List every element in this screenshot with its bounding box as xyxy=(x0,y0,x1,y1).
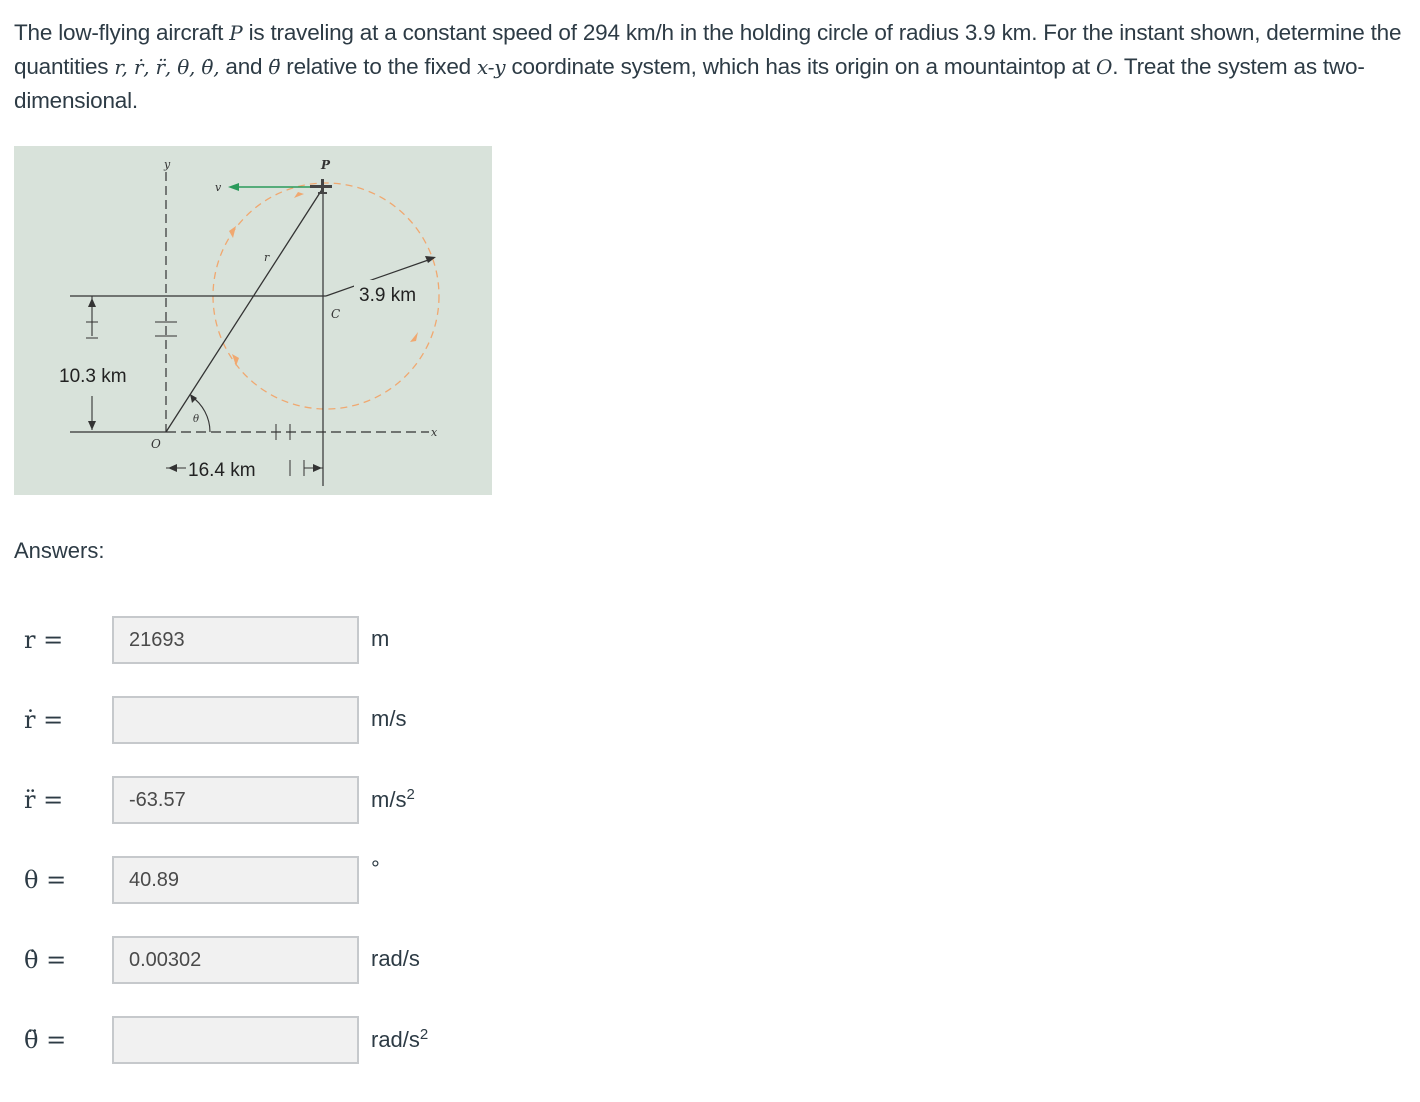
aircraft-icon xyxy=(310,179,332,194)
width-arrowhead-icon xyxy=(313,464,322,472)
answer-row-r-ddot xyxy=(0,776,700,826)
answer-unit: m/s xyxy=(371,706,407,731)
answer-input-r-ddot[interactable] xyxy=(112,776,359,824)
label-v: v xyxy=(215,181,222,194)
label-theta: θ xyxy=(193,414,200,425)
answer-unit: ° xyxy=(371,856,380,881)
xy-symbol: x-y xyxy=(477,55,506,79)
velocity-arrowhead-icon xyxy=(228,183,239,191)
circle-arrow-icon xyxy=(410,332,418,342)
theta-ddot-symbol: θ̈ xyxy=(268,55,281,79)
position-vector-r xyxy=(166,188,323,432)
answer-unit: rad/s xyxy=(371,946,420,971)
problem-statement: The low-flying aircraft P is traveling at a constant speed of 294 km/h in the holding circle of radius 3.9 km. For the instant shown, determine the quantities r, ṙ, r̈, θ, θ̇, and θ̈ relative to the fixed x-y coordinate system, which has its origin on a mountaintop at O. Treat the system as two-dimensional. xyxy=(14,20,1402,113)
height-arrowhead-icon xyxy=(88,298,96,307)
label-r: r xyxy=(264,251,270,264)
answer-symbol: r̈ = xyxy=(24,786,64,814)
width-label: 16.4 km xyxy=(188,460,256,481)
figure-diagram xyxy=(14,146,492,495)
circle-arrow-icon xyxy=(294,192,304,198)
answer-input-theta[interactable] xyxy=(112,856,359,904)
answer-input-theta-ddot[interactable] xyxy=(112,1016,359,1064)
label-O: O xyxy=(151,437,161,451)
label-C: C xyxy=(331,307,341,321)
label-x: x xyxy=(431,426,438,439)
answer-unit: $m/s^2$ xyxy=(371,786,415,812)
answer-unit: rad/$s^2$ xyxy=(371,1026,429,1052)
answer-row-theta-dot xyxy=(0,936,700,986)
answer-symbol: ṙ = xyxy=(24,706,64,734)
problem-figure xyxy=(14,146,492,495)
answer-symbol: θ̇ = xyxy=(24,946,67,974)
answer-input-r[interactable] xyxy=(112,616,359,664)
answer-symbol: r = xyxy=(24,626,64,654)
answer-row-theta xyxy=(0,856,700,906)
origin-symbol: O xyxy=(1096,55,1113,79)
answer-input-theta-dot[interactable] xyxy=(112,936,359,984)
answer-symbol: θ̈ = xyxy=(24,1026,67,1054)
height-label: 10.3 km xyxy=(59,366,127,387)
height-arrowhead-icon xyxy=(88,421,96,430)
circle-arrow-icon xyxy=(229,226,236,238)
answer-input-r-dot[interactable] xyxy=(112,696,359,744)
quantities-symbols: r, ṙ, r̈, θ, θ̇, xyxy=(114,55,220,79)
answers-heading: Answers: xyxy=(14,538,105,563)
label-y: y xyxy=(164,158,171,171)
answer-row-r xyxy=(0,616,700,666)
theta-arrowhead-icon xyxy=(190,394,197,403)
radius-label: 3.9 km xyxy=(359,285,417,306)
width-arrowhead-icon xyxy=(168,464,177,472)
circle-arrow-icon xyxy=(232,354,239,366)
answer-row-theta-ddot xyxy=(0,1016,700,1066)
answer-unit: m xyxy=(371,626,390,651)
answer-row-r-dot xyxy=(0,696,700,746)
label-P: P xyxy=(321,158,331,172)
answer-symbol: θ = xyxy=(24,866,67,894)
aircraft-symbol: P xyxy=(229,21,243,45)
